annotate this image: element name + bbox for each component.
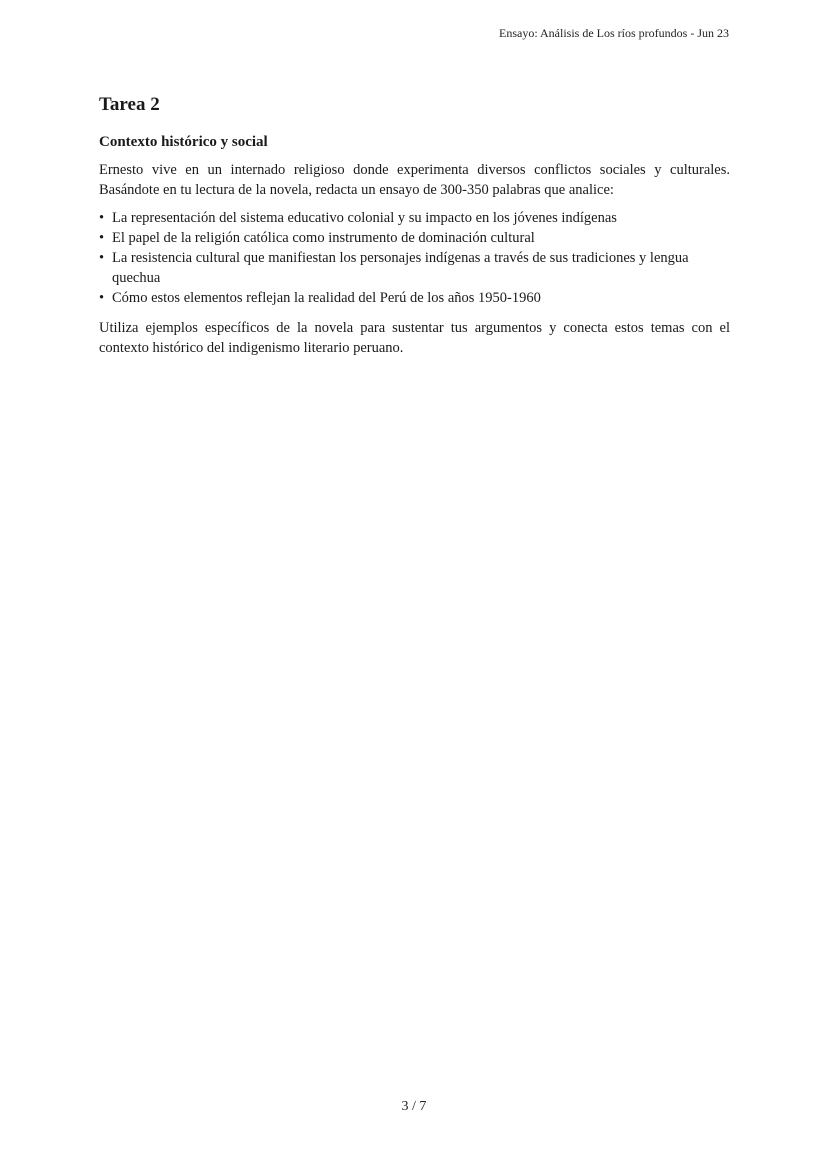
list-item	[99, 228, 730, 248]
list-item	[99, 248, 730, 288]
list-item-text: La representación del sistema educativo colonial y su impacto en los jóvenes indígenas	[112, 210, 617, 226]
section-title: Contexto histórico y social	[99, 134, 268, 150]
intro-paragraph: Ernesto vive en un internado religioso donde experimenta diversos conflictos sociales y culturales. Basándote en tu lectura de la novela, redacta un ensayo de 300-350 palabras que analice:	[99, 162, 730, 198]
page-number: 3 / 7	[401, 1099, 427, 1114]
list-item-text: El papel de la religión católica como instrumento de dominación cultural	[112, 230, 535, 246]
bullet-icon: •	[99, 250, 105, 266]
bullet-icon: •	[99, 210, 105, 226]
running-header: Ensayo: Análisis de Los ríos profundos - Jun 23	[499, 26, 729, 40]
analysis-points-list	[99, 208, 730, 308]
task-title: Tarea 2	[99, 94, 160, 115]
list-item	[99, 288, 730, 308]
closing-paragraph: Utiliza ejemplos específicos de la novela para sustentar tus argumentos y conecta estos temas con el contexto histórico del indigenismo literario peruano.	[99, 320, 730, 356]
list-item	[99, 208, 730, 228]
list-item-text: Cómo estos elementos reflejan la realidad del Perú de los años 1950-1960	[112, 290, 541, 306]
bullet-icon: •	[99, 290, 105, 306]
bullet-icon: •	[99, 230, 105, 246]
list-item-text: La resistencia cultural que manifiestan los personajes indígenas a través de sus tradiciones y lengua quechua	[112, 250, 689, 286]
page-content	[99, 92, 730, 366]
